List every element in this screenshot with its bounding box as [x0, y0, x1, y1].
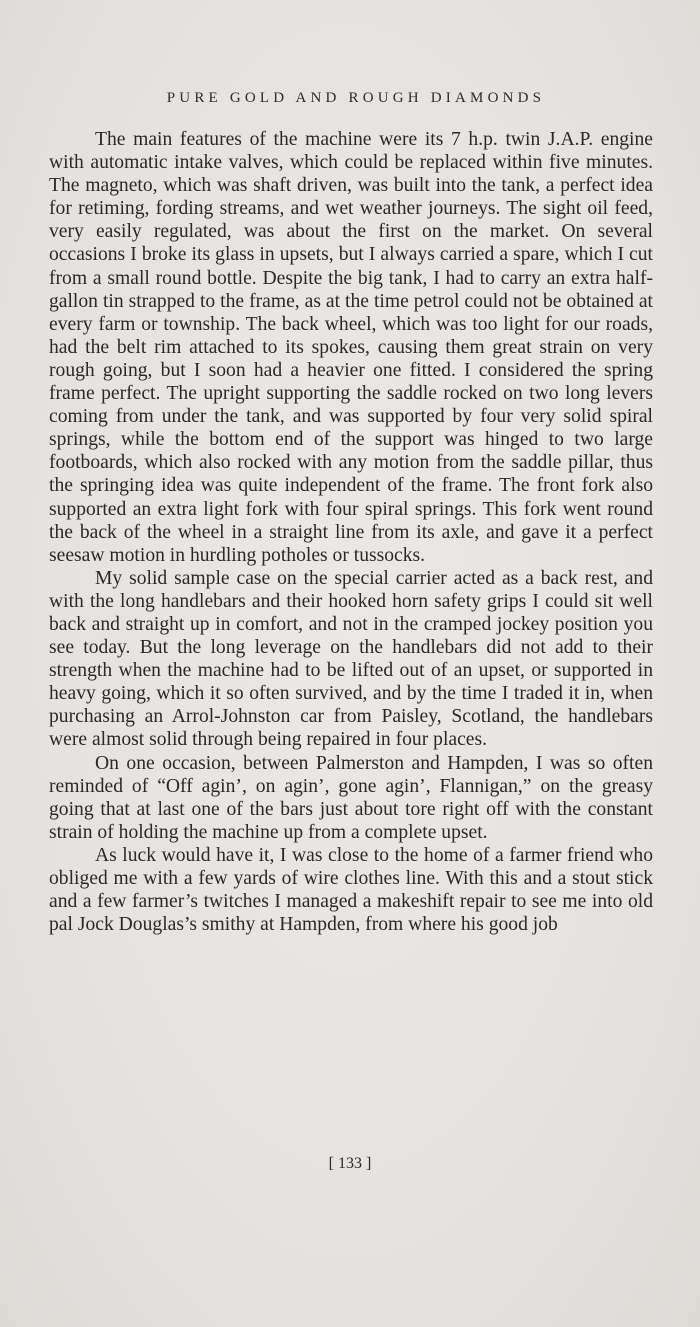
- paragraph-1: The main features of the machine were its 7 h.p. twin J.A.P. engine with automatic intake valves, which could be replaced within five minutes. The magneto, which was shaft driven, was built into the tank, a perfect idea for retiming, fording streams, and wet weather journeys. The sight oil feed, very easily regulated, was about the first on the market. On several occasions I broke its glass in upsets, but I always carried a spare, which I cut from a small round bottle. Despite the big tank, I had to carry an extra half-gallon tin strapped to the frame, as at the time petrol could not be obtained at every farm or township. The back wheel, which was too light for our roads, had the belt rim attached to its spokes, causing them great strain on very rough going, but I soon had a heavier one fitted. I considered the spring frame perfect. The upright supporting the saddle rocked on two long levers coming from under the tank, and was supported by four very solid spiral springs, while the bottom end of the support was hinged to two large footboards, which also rocked with any motion from the saddle pillar, thus the springing idea was quite independent of the frame. The front fork also supported an extra light fork with four spiral springs. This fork went round the back of the wheel in a straight line from its axle, and gave it a perfect seesaw motion in hurdling potholes or tussocks.: [49, 129, 653, 566]
- paragraph-4: As luck would have it, I was close to the home of a farmer friend who obliged me with a few yards of wire clothes line. With this and a stout stick and a few farmer’s twitches I managed a makeshift repair to see me into old pal Jock Douglas’s smithy at Hampden, from where his good job: [49, 844, 653, 936]
- running-head: PURE GOLD AND ROUGH DIAMONDS: [166, 90, 546, 106]
- paragraph-2: My solid sample case on the special carrier acted as a back rest, and with the long handlebars and their hooked horn safety grips I could sit well back and straight up in comfort, and not in the cramped jockey position you see today. But the long leverage on the handlebars did not add to their strength when the machine had to be lifted out of an upset, or supported in heavy going, which it so often survived, and by the time I traded it in, when purchasing an Arrol-Johnston car from Paisley, Scotland, the handlebars were almost solid through being repaired in four places.: [49, 567, 653, 751]
- page-number: [ 133 ]: [328, 1155, 372, 1172]
- body-text: [49, 128, 653, 936]
- paragraph-3: On one occasion, between Palmerston and Hampden, I was so often reminded of “Off agin’, on agin’, gone agin’, Flannigan,” on the greasy going that at last one of the bars just about tore right off with the constant strain of holding the machine up from a complete upset.: [49, 752, 653, 843]
